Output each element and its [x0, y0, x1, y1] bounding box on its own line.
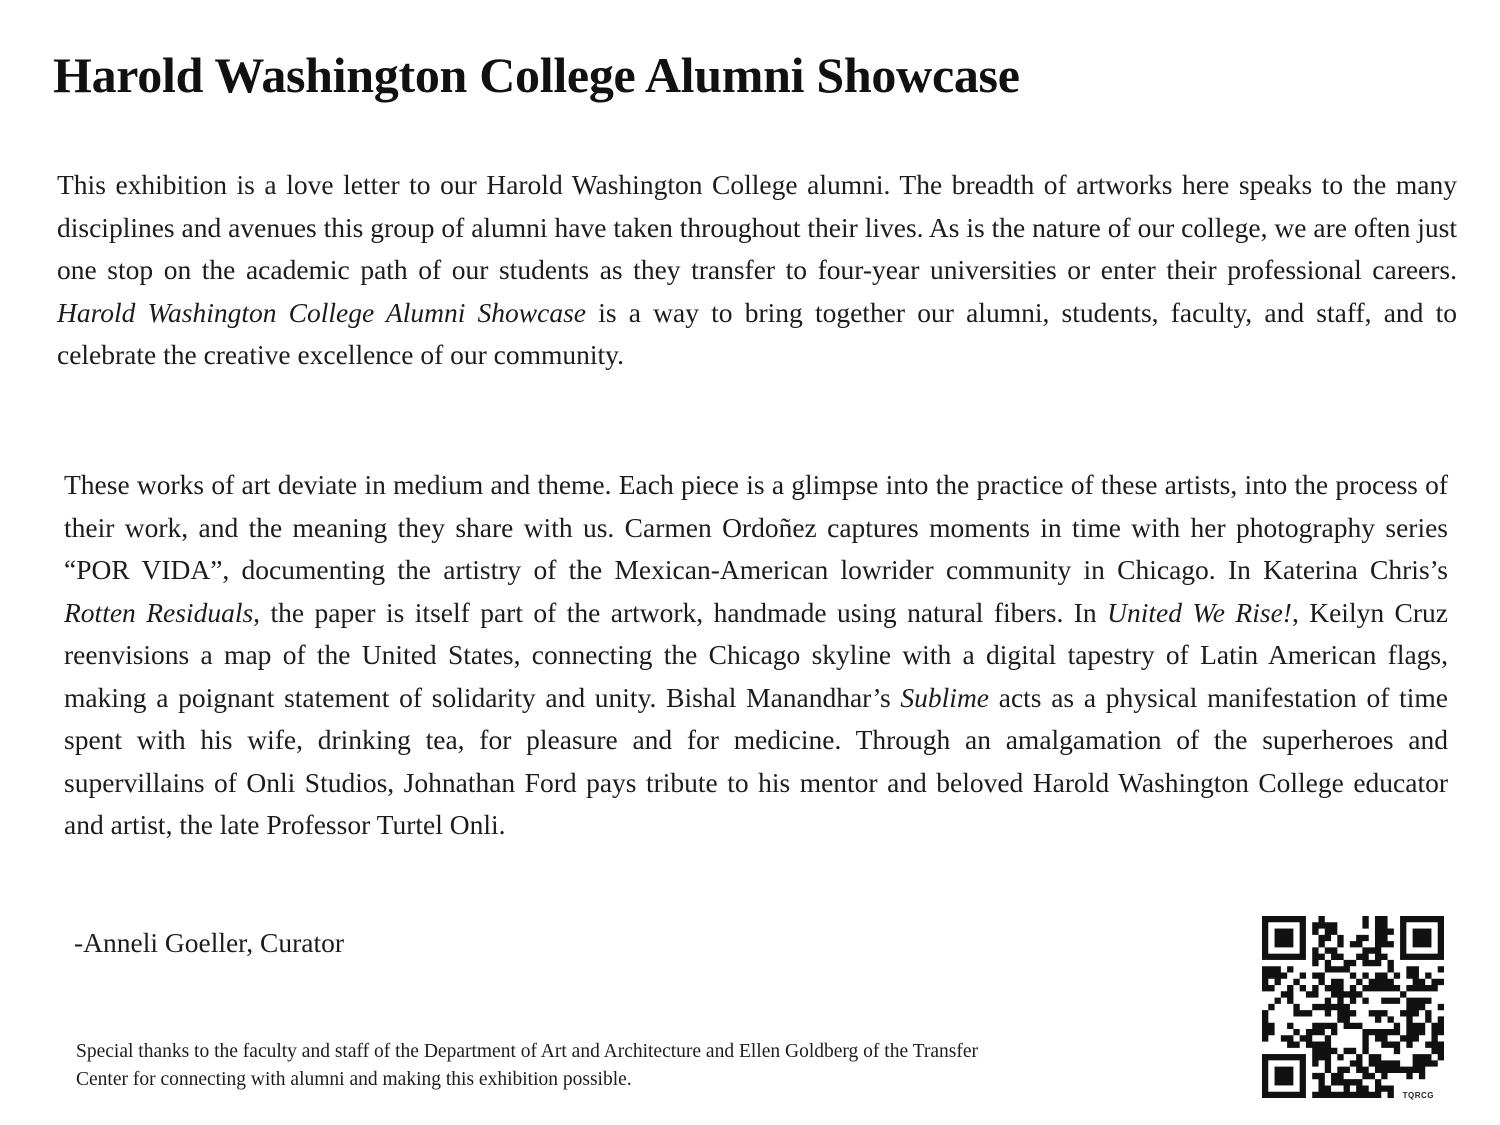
qr-finder-pattern [1265, 1057, 1303, 1095]
artworks-text-4: acts as a physical manifestation of time spent with his wife, drinking tea, for pleasure and for medicine. Through an amalgamation of the superheroes and supervillains of Onli Studios, Johnathan Ford pays tribute to his mentor and beloved Harold Washington College educator and artist, the late Professor Turtel Onli. [64, 681, 1448, 840]
artworks-paragraph [64, 464, 1448, 847]
intro-text-2: is a way to bring together our alumni, students, faculty, and staff, and to celebrate the creative excellence of our community. [57, 296, 1457, 370]
qr-code[interactable] [1262, 916, 1444, 1098]
intro-paragraph [57, 164, 1457, 377]
curator-signature: -Anneli Goeller, Curator [74, 927, 344, 958]
artwork-title-rotten-residuals: Rotten Residuals [64, 596, 254, 628]
showcase-title-italic: Harold Washington College Alumni Showcase [57, 296, 586, 328]
artworks-text-1: These works of art deviate in medium and theme. Each piece is a glimpse into the practice of these artists, into the process of their work, and the meaning they share with us. Carmen Ordoñez captures moments in time with her photography series “POR VIDA”, documenting the artistry of the Mexican-American lowrider community in Chicago. In Katerina Chris’s [64, 469, 1448, 585]
intro-text-1: This exhibition is a love letter to our Harold Washington College alumni. The breadth of artworks here speaks to the many disciplines and avenues this group of alumni have taken throughout their lives. As is the nature of our college, we are often just one stop on the academic path of our students as they transfer to four-year universities or enter their professional careers. [57, 169, 1457, 285]
qr-finder-pattern [1265, 919, 1303, 957]
artwork-title-sublime: Sublime [900, 681, 990, 713]
qr-code-icon [1262, 916, 1444, 1098]
artworks-text-3: , Keilyn Cruz reenvisions a map of the United States, connecting the Chicago skyline with a digital tapestry of Latin American flags, making a poignant statement of solidarity and unity. Bishal Manandhar’s [64, 596, 1448, 713]
acknowledgements: Special thanks to the faculty and staff of the Department of Art and Architecture and Ellen Goldberg of the Transfer Center for connecting with alumni and making this exhibition possible. [76, 1041, 978, 1090]
artworks-text-2: , the paper is itself part of the artwork, handmade using natural fibers. In [253, 596, 1108, 628]
artwork-title-united-we-rise: United We Rise! [1107, 596, 1292, 628]
qr-finder-pattern [1403, 919, 1441, 957]
page-title: Harold Washington College Alumni Showcase [53, 47, 1020, 103]
qr-generator-label: TQRCG [1402, 1091, 1434, 1100]
